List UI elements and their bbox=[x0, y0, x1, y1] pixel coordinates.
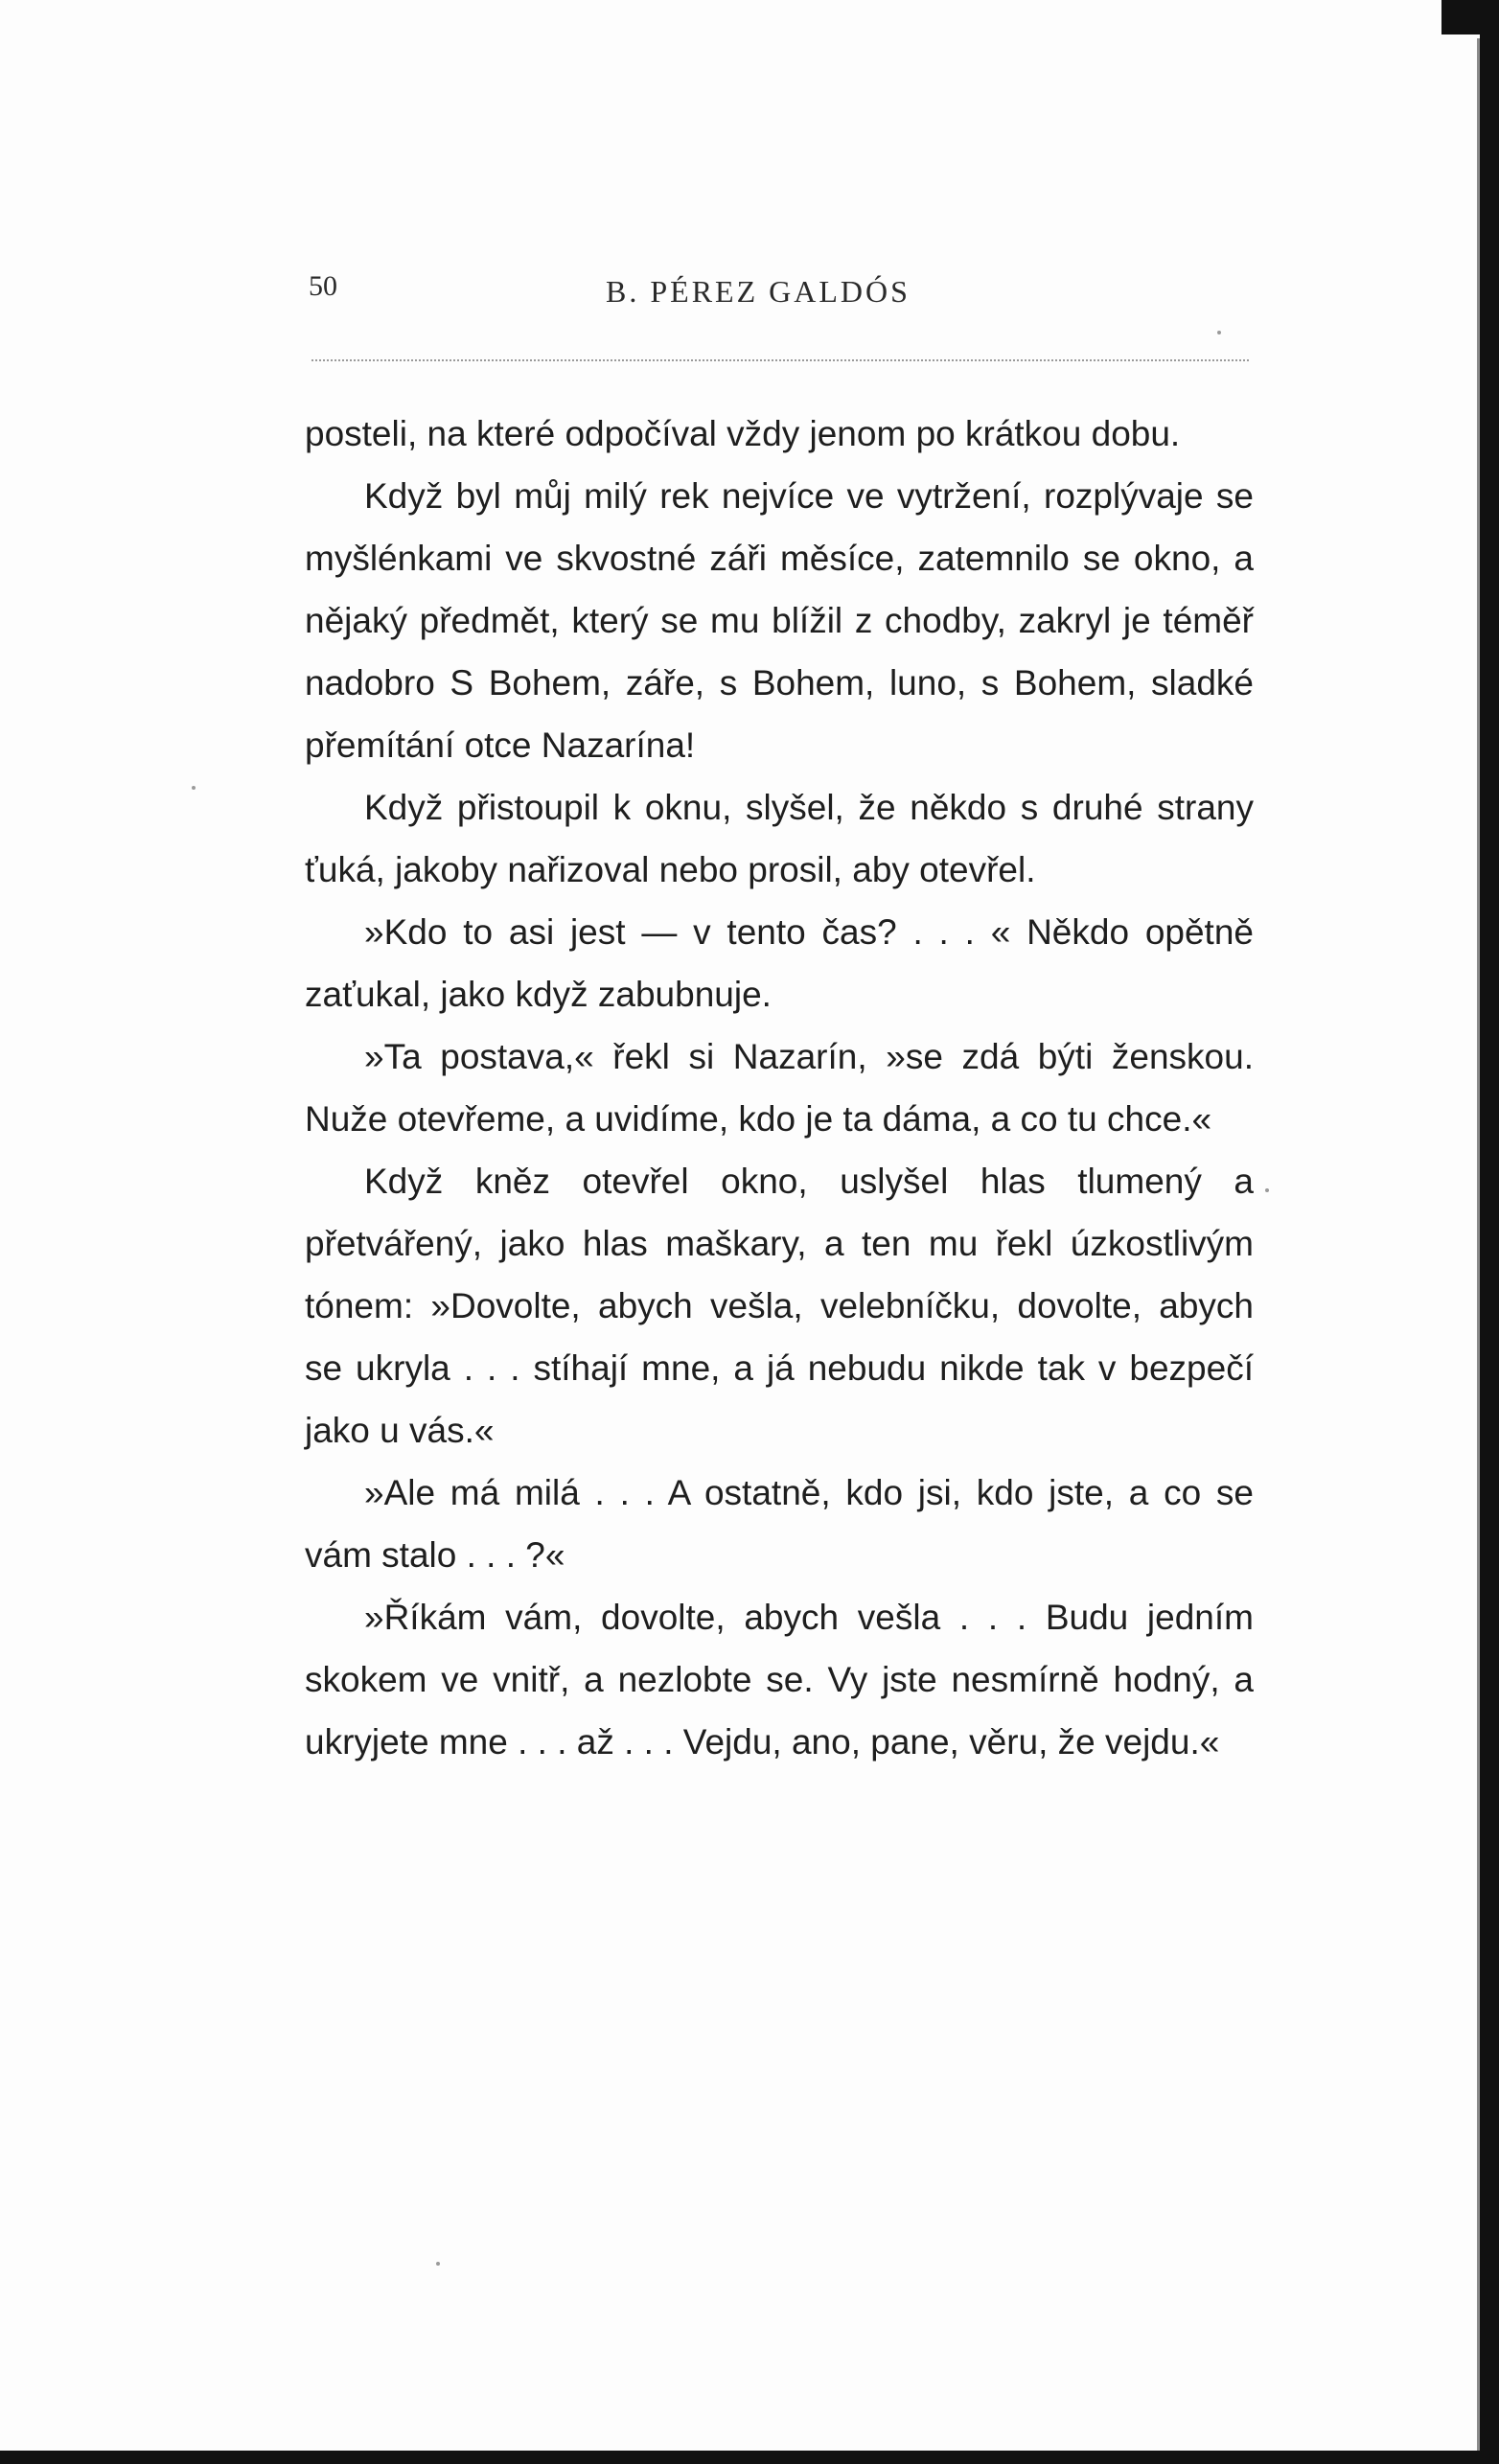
scan-speck bbox=[1265, 1188, 1269, 1192]
paragraph: Když kněz otevřel okno, uslyšel hlas tlumený a přetvářený, jako hlas maškary, a ten mu řekl úzkostlivým tónem: »Dovolte, abych vešla, velebníčku, dovolte, abych se ukryla . . . stíhají mne, a já nebudu nikde tak v bezpečí jako u vás.« bbox=[305, 1162, 1254, 1450]
scan-speck bbox=[192, 786, 196, 790]
scan-edge bbox=[0, 2451, 1499, 2464]
paragraph: »Říkám vám, dovolte, abych vešla . . . Budu jedním skokem ve vnitř, a nezlobte se. Vy jste nesmírně hodný, a ukryjete mne . . . až . . . Vejdu, ano, pane, věru, že vejdu.« bbox=[305, 1598, 1254, 1762]
paragraph: »Ale má milá . . . A ostatně, kdo jsi, kdo jste, a co se vám stalo . . . ?« bbox=[305, 1473, 1254, 1575]
scan-edge bbox=[1477, 38, 1480, 2453]
scan-speck bbox=[1217, 331, 1221, 334]
paragraph: Když byl můj milý rek nejvíce ve vytržení, rozplývaje se myšlénkami ve skvostné záři měsíce, zatemnilo se okno, a nějaký předmět, který se mu blížil z chodby, zakryl je téměř nadobro S Bohem, záře, s Bohem, luno, s Bohem, sladké přemítání otce Nazarína! bbox=[305, 476, 1254, 765]
scan-edge bbox=[1480, 0, 1499, 2464]
scan-speck bbox=[436, 2262, 440, 2266]
paragraph: »Ta postava,« řekl si Nazarín, »se zdá býti ženskou. Nuže otevřeme, a uvidíme, kdo je ta dáma, a co tu chce.« bbox=[305, 1037, 1254, 1139]
paragraph: posteli, na které odpočíval vždy jenom po krátkou dobu. bbox=[305, 414, 1181, 453]
paragraph: Když přistoupil k oknu, slyšel, že někdo s druhé strany ťuká, jakoby nařizoval nebo prosil, aby otevřel. bbox=[305, 788, 1254, 889]
page-number: 50 bbox=[309, 270, 337, 302]
page-header bbox=[309, 270, 1248, 318]
paragraph: »Kdo to asi jest — v tento čas? . . . « Někdo opětně zaťukal, jako když zabubnuje. bbox=[305, 912, 1254, 1014]
body-text bbox=[305, 403, 1254, 1773]
running-head: B. PÉREZ GALDÓS bbox=[606, 274, 911, 309]
header-rule bbox=[311, 359, 1249, 361]
